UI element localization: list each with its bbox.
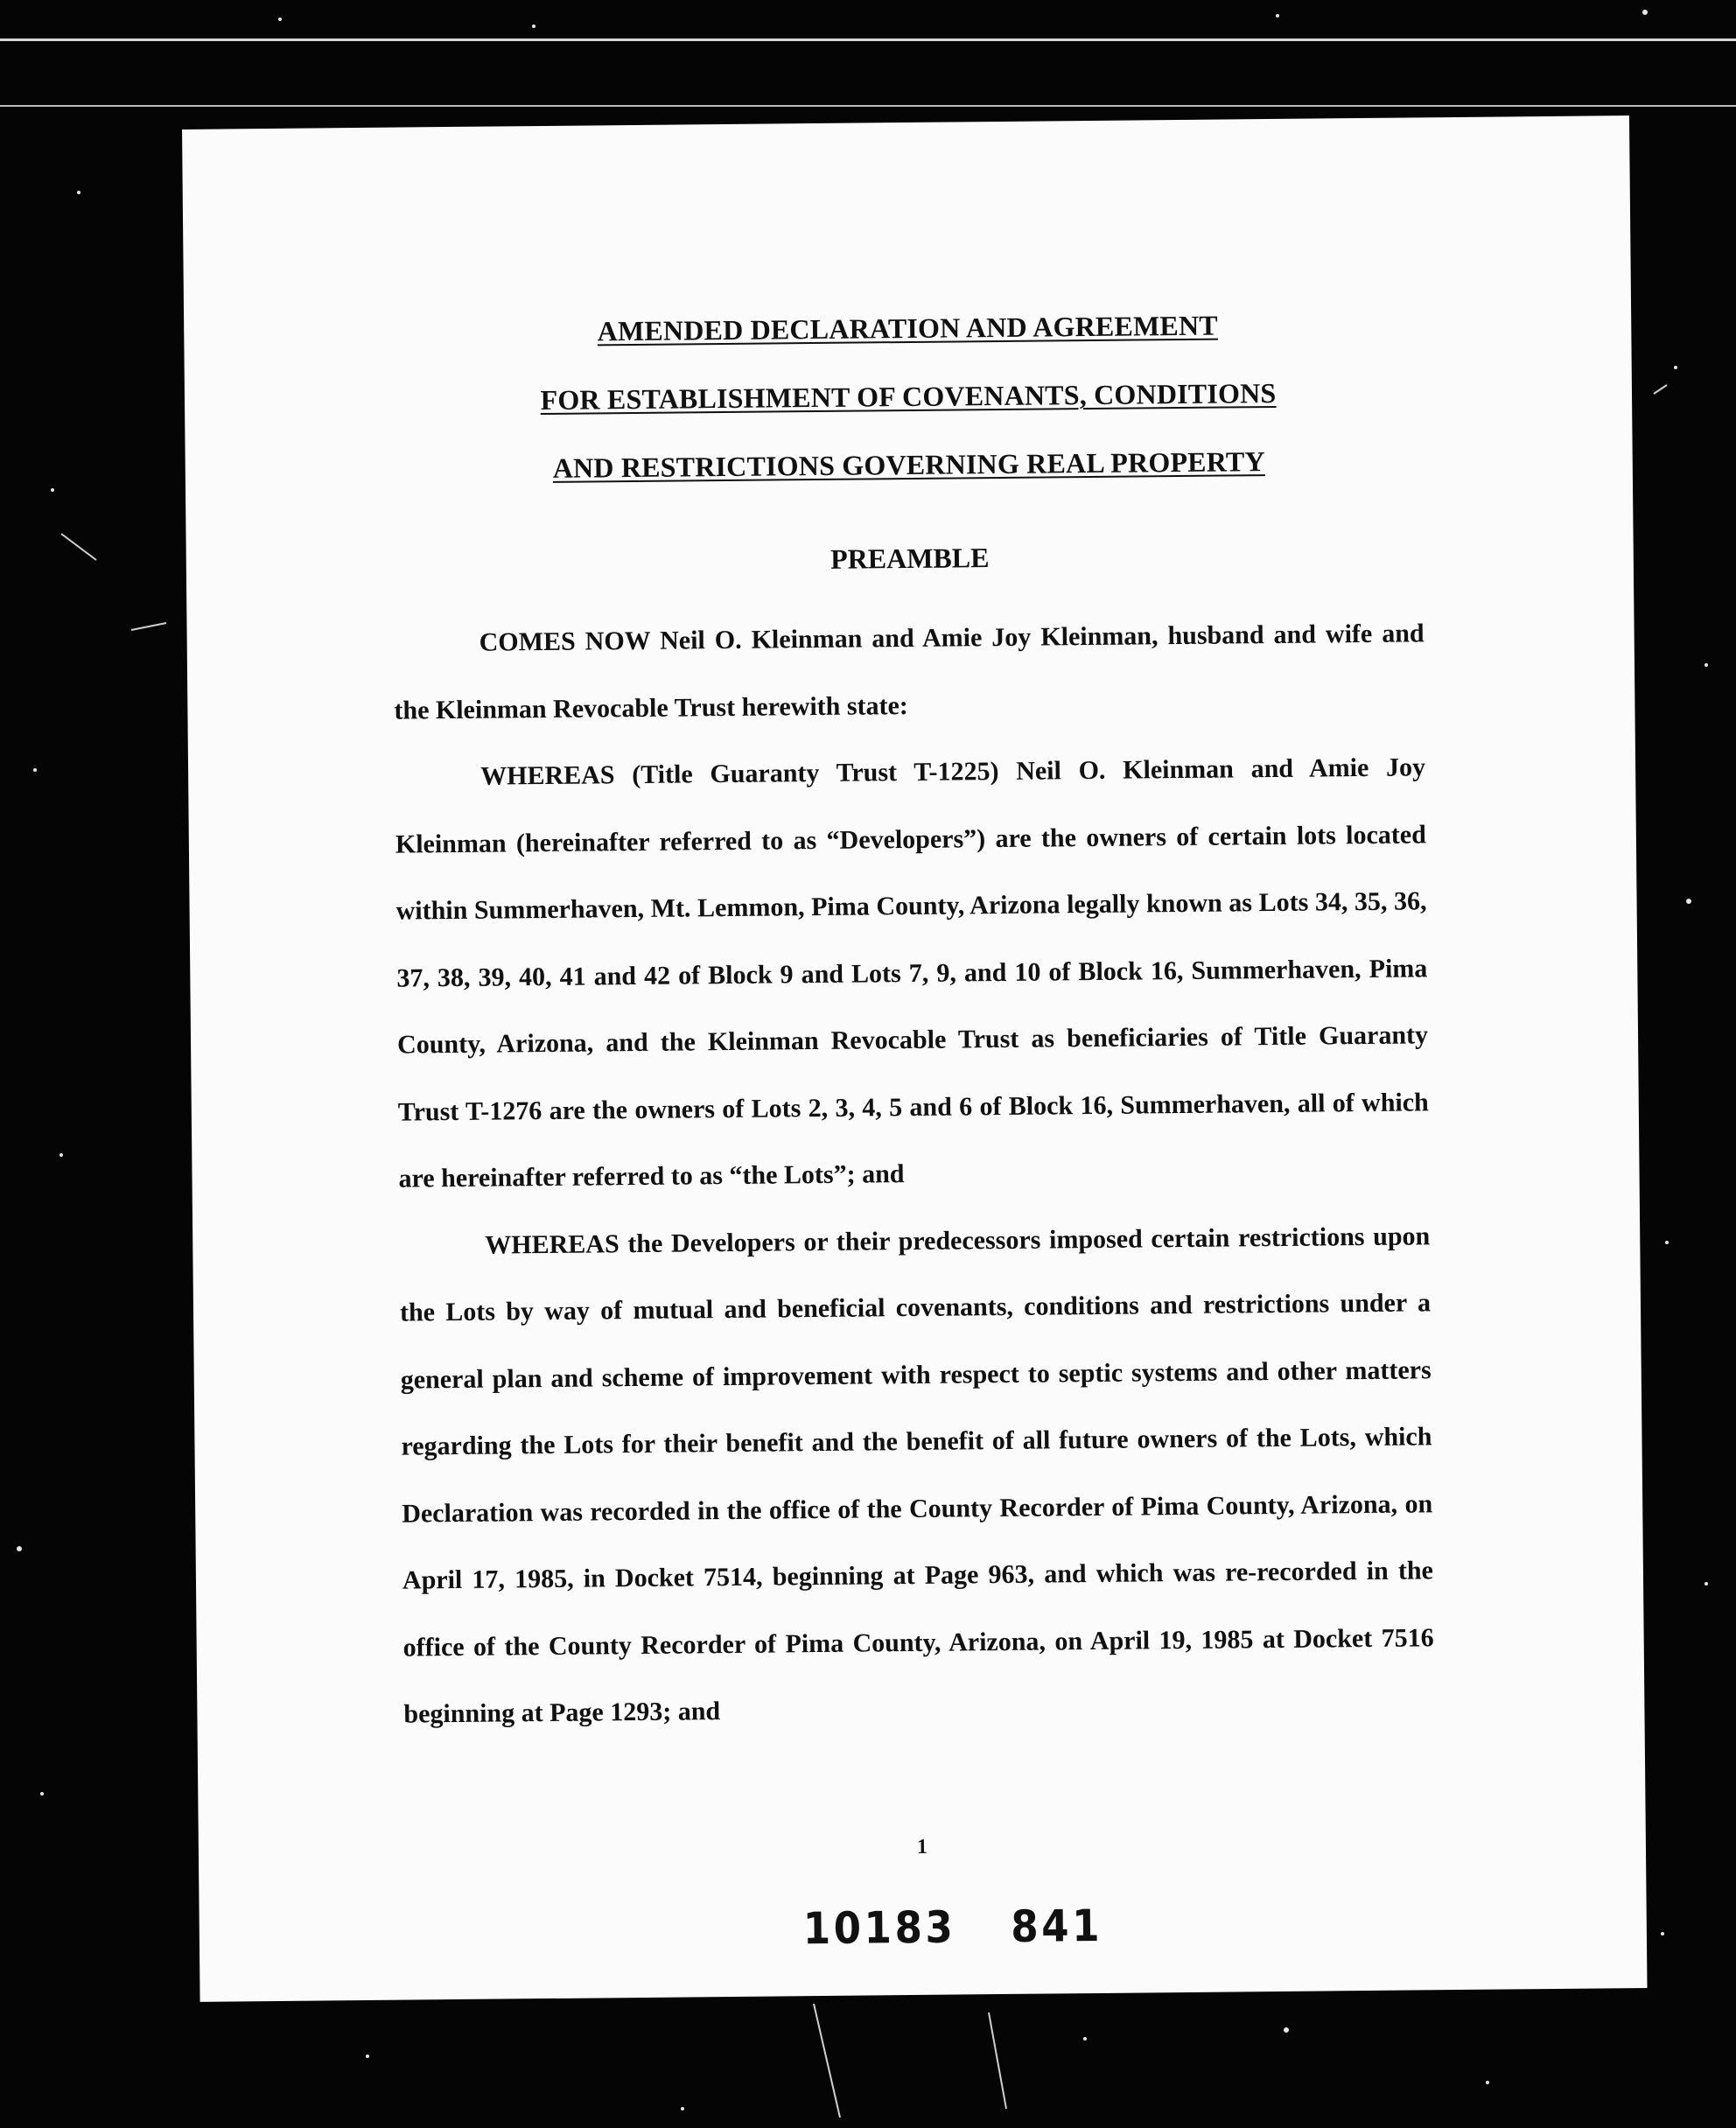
document-title	[184, 306, 1633, 525]
title-line-2: FOR ESTABLISHMENT OF COVENANTS, CONDITIONS	[540, 376, 1277, 416]
title-line-3: AND RESTRICTIONS GOVERNING REAL PROPERTY	[552, 445, 1265, 484]
document-body	[393, 600, 1434, 1748]
paragraph-whereas-owners: WHEREAS (Title Guaranty Trust T-1225) Neil O. Kleinman and Amie Joy Kleinman (hereinafter referred to as “Developers”) are the owners of certain lots located within Summerhaven, Mt. Lemmon, Pima County, Arizona legally known as Lots 34, 35, 36, 37, 38, 39, 40, 41 and 42 of Block 9 and Lots 7, 9, and 10 of Block 16, Summerhaven, Pima County, Arizona, and the Kleinman Revocable Trust as beneficiaries of Title Guaranty Trust T-1276 are the owners of Lots 2, 3, 4, 5 and 6 of Block 16, Summerhaven, all of which are hereinafter referred to as “the Lots”; and	[395, 752, 1429, 1194]
title-line-1: AMENDED DECLARATION AND AGREEMENT	[597, 309, 1219, 347]
paragraph-comes-now: COMES NOW Neil O. Kleinman and Amie Joy Kleinman, husband and wife and the Kleinman Revocable Trust herewith state:	[394, 619, 1424, 725]
paragraph-whereas-restrictions: WHEREAS the Developers or their predecessors imposed certain restrictions upon the Lots by way of mutual and beneficial covenants, conditions and restrictions under a general plan and scheme of improvement with respect to septic systems and other matters regarding the Lots for their benefit and the benefit of all future owners of the Lots, which Declaration was recorded in the office of the County Recorder of Pima County, Arizona, on April 17, 1985, in Docket 7514, beginning at Page 963, and which was re-recorded in the office of the County Recorder of Pima County, Arizona, on April 19, 1985 at Docket 7516 beginning at Page 1293; and	[399, 1221, 1434, 1729]
docket-stamp	[803, 1900, 1103, 1954]
page-number: 1	[916, 1835, 928, 1858]
document-page	[182, 116, 1647, 2002]
docket-page-number: 841	[1011, 1900, 1103, 1952]
docket-number: 10183	[802, 1901, 956, 1955]
section-heading-preamble: PREAMBLE	[830, 542, 990, 575]
